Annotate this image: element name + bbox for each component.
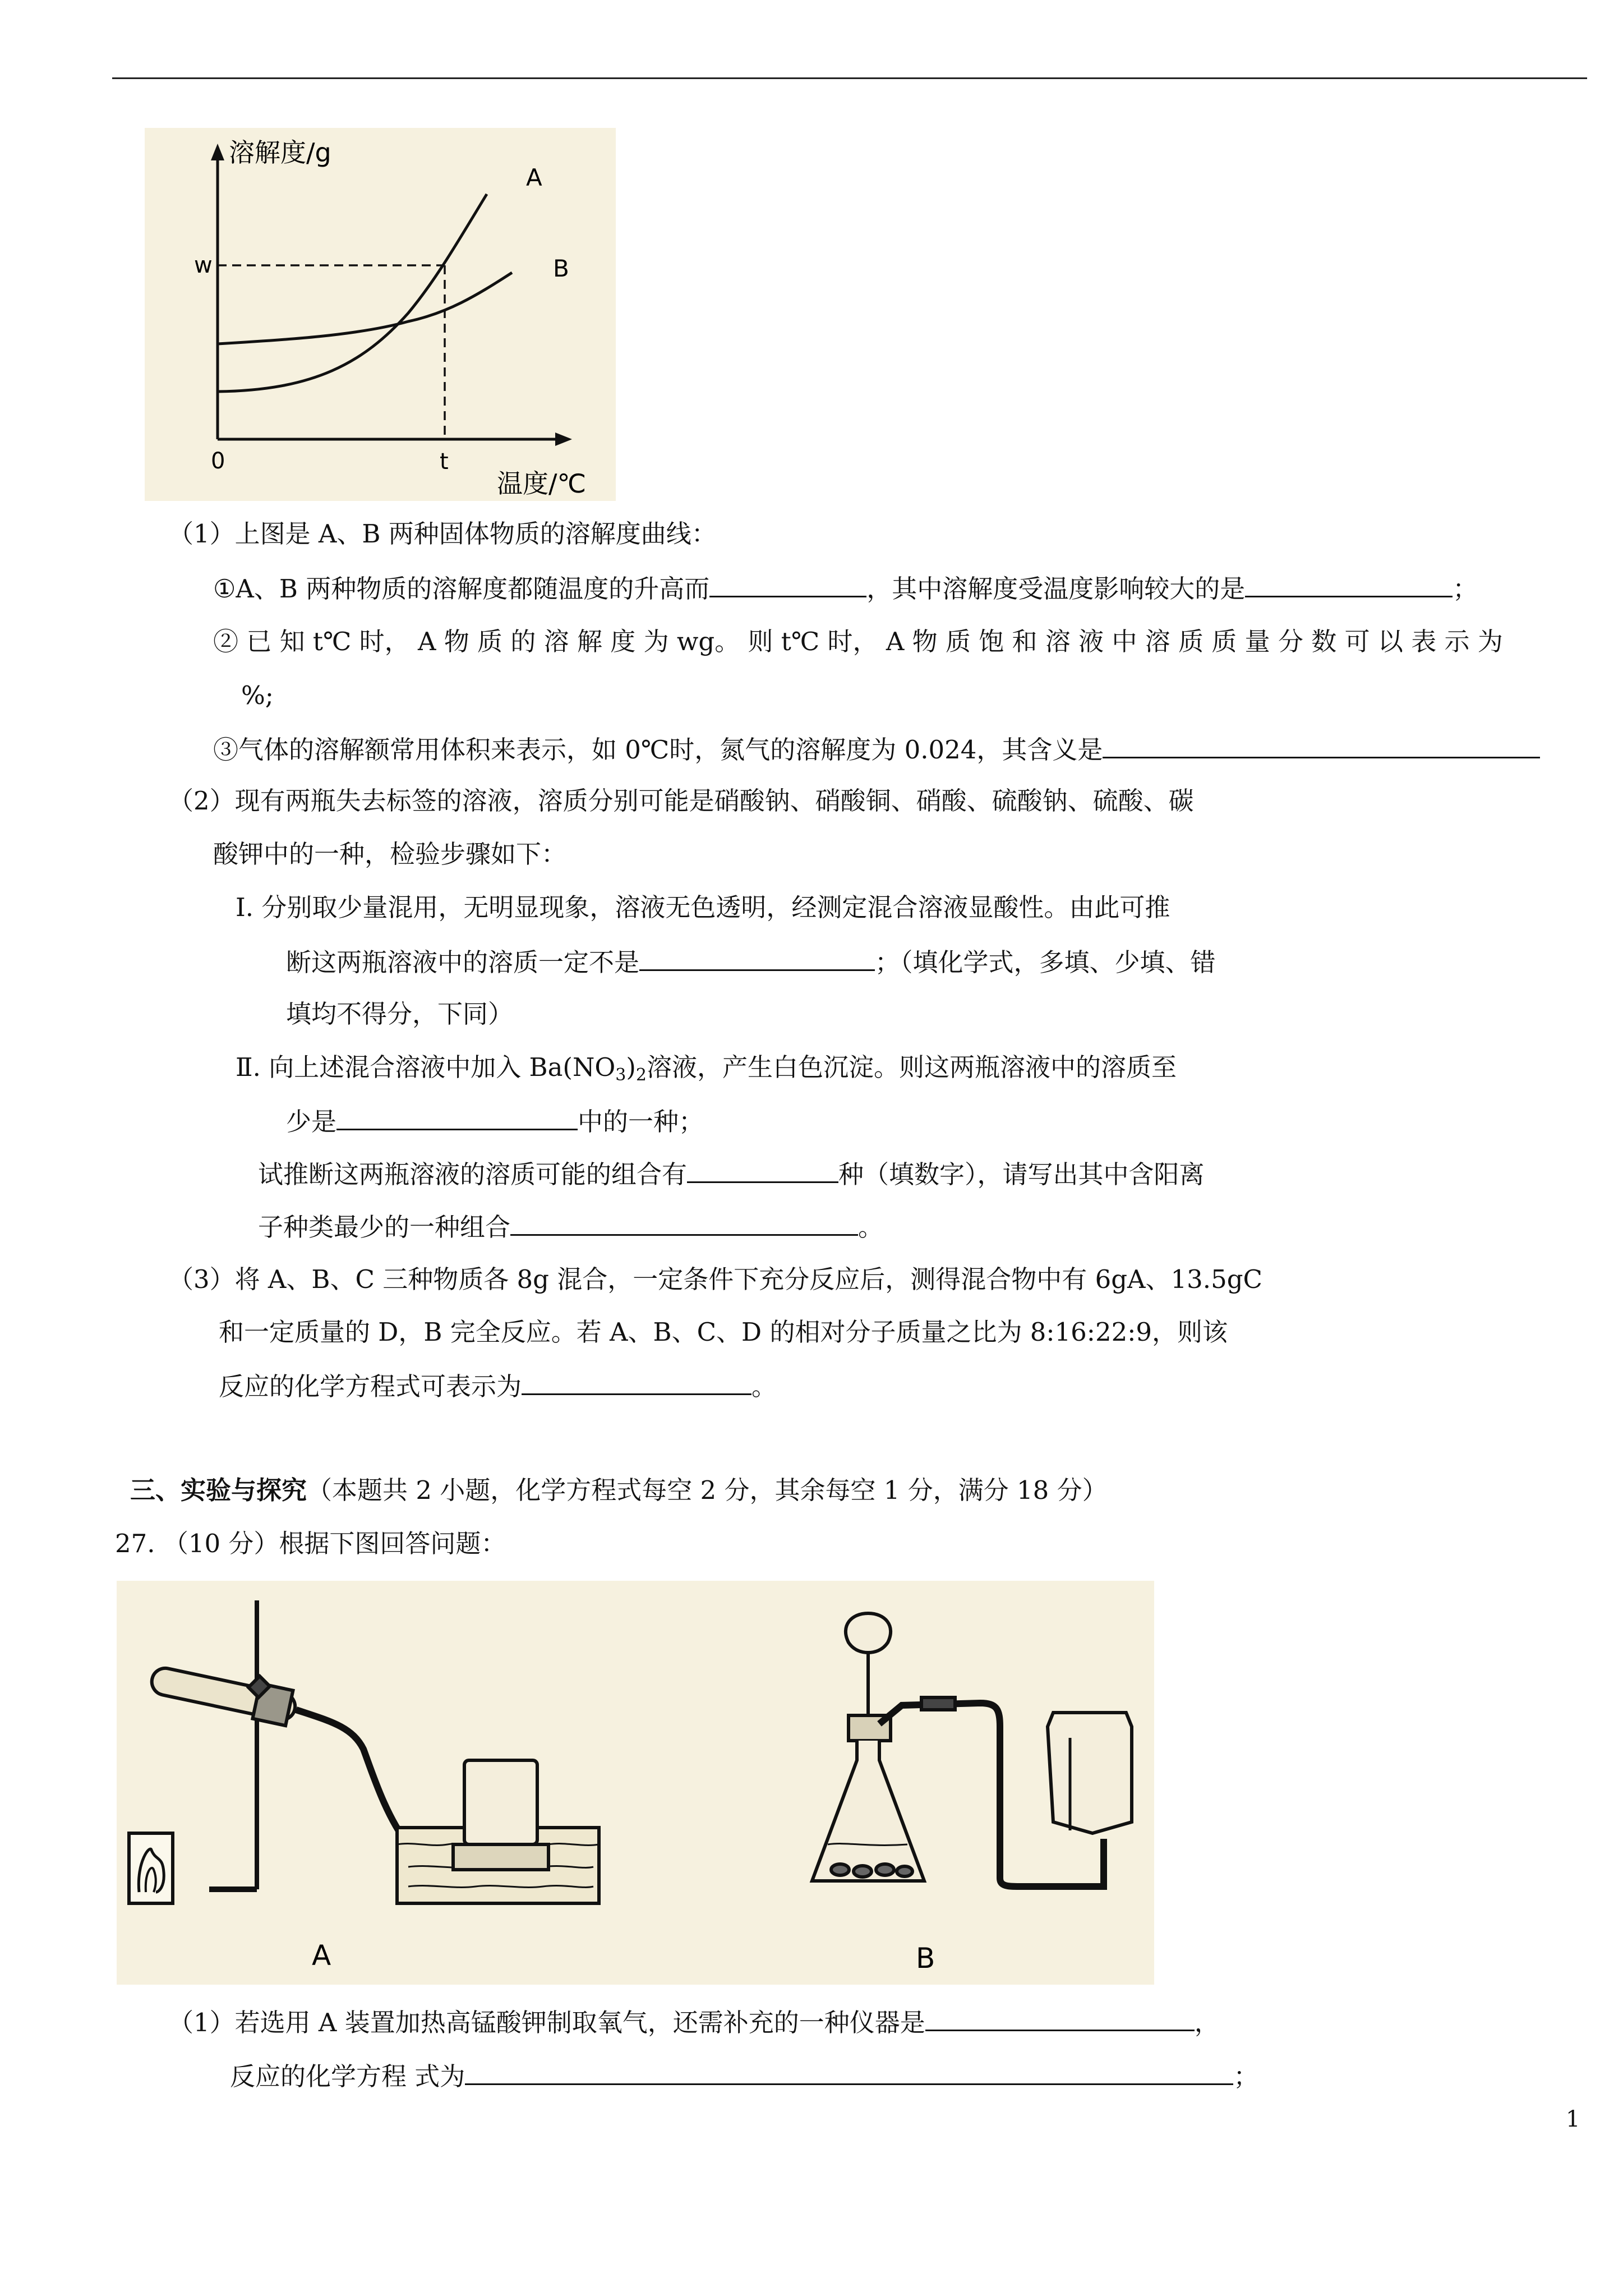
answer-blank[interactable] [639,945,875,971]
apparatus-b [812,1613,1132,1887]
answer-blank[interactable] [1103,732,1540,758]
q26-p1-item2-cont: %; [241,680,274,710]
apparatus-b-label: B [916,1942,935,1975]
apparatus-a-label: A [312,1939,331,1972]
q26-p1-item2: ② 已 知 t℃ 时， A 物 质 的 溶 解 度 为 wg。 则 t℃ 时， A 物 质 饱 和 溶 液 中 溶 质 质 量 分 数 可 以 表 示 为 [213,627,1503,656]
answer-blank[interactable] [510,1209,858,1236]
section3-rule: （本题共 2 小题，化学方程式每空 2 分，其余每空 1 分，满分 18 分） [307,1475,1108,1505]
q26-p2-step1-line3: 填均不得分，下同） [286,999,514,1029]
answer-blank[interactable] [687,1157,838,1183]
q26-p3-line1: （3）将 A、B、C 三种物质各 8g 混合，一定条件下充分反应后，测得混合物中有 6gA、13.5gC [168,1264,1262,1294]
q26-p2-infer-line2: 子种类最少的一种组合 。 [258,1209,883,1244]
origin-label: 0 [211,448,225,474]
q26-p3-line3: 反应的化学方程式可表示为 。 [219,1369,777,1404]
w-label: w [194,252,213,278]
curve-a-label: A [526,164,542,191]
q26-p1-item1: ①A、B 两种物质的溶解度都随温度的升高而 ，其中溶解度受温度影响较大的是 ； [213,571,1478,606]
answer-blank[interactable] [709,571,866,597]
apparatus-svg [117,1581,1154,1985]
q27-p1-line1: （1）若选用 A 装置加热高锰酸钾制取氧气，还需补充的一种仪器是 ， [168,2005,1220,2040]
q27-p1-line2: 反应的化学方程 式为 ； [230,2059,1258,2093]
x-axis-label: 温度/℃ [497,468,587,499]
q26-p2-line2: 酸钾中的一种，检验步骤如下： [213,839,567,869]
x-axis-arrow [555,432,572,446]
apparatus-figure [117,1581,1154,1985]
q26-p2-step2-line2: 少是 中的一种； [286,1104,704,1139]
answer-blank[interactable] [522,1369,751,1395]
solubility-graph [145,128,616,501]
conical-flask [812,1741,924,1881]
curve-b-label: B [553,255,569,282]
section3-title: 三、实验与探究 [130,1475,307,1505]
rubber-joint [921,1697,955,1710]
q27-header: 27. （10 分）根据下图回答问题： [115,1529,506,1558]
y-axis-arrow [211,144,224,160]
answer-blank[interactable] [1245,571,1453,597]
answer-blank[interactable] [925,2005,1195,2031]
collection-bottle [1048,1713,1132,1833]
apparatus-a [129,1600,599,1903]
curve-a [218,194,487,392]
jar-stand [453,1844,548,1870]
answer-blank[interactable] [336,1104,578,1130]
curve-b [218,273,512,344]
y-axis-label: 溶解度/g [229,137,331,168]
page-number: 1 [1566,2106,1580,2132]
test-tube [149,1662,299,1727]
q26-p2-step2-line1: Ⅱ. 向上述混合溶液中加入 $Ba(NO_3)_2$溶液，产生白色沉淀。则这两瓶溶液中的溶质至 [236,1052,1177,1085]
gas-jar [464,1760,537,1844]
q26-p2-step1-line2: 断这两瓶溶液中的溶质一定不是 ；（填化学式，多填、少填、错 [286,945,1216,979]
t-label: t [440,449,449,475]
funnel-top-icon [846,1613,891,1653]
q26-p3-line2: 和一定质量的 D，B 完全反应。若 A、B、C、D 的相对分子质量之比为 8:16:22:9，则该 [219,1317,1228,1347]
answer-blank[interactable] [465,2059,1233,2085]
solubility-graph-svg [145,128,616,501]
header-rule [112,77,1587,79]
q26-p2-line1: （2）现有两瓶失去标签的溶液，溶质分别可能是硝酸钠、硝酸铜、硝酸、硫酸钠、硫酸、碳 [168,786,1194,816]
q26-p2-step1-line1: Ⅰ. 分别取少量混用，无明显现象，溶液无色透明，经测定混合溶液显酸性。由此可推 [236,892,1170,922]
q26-p1-intro: （1）上图是 A、B 两种固体物质的溶解度曲线： [168,519,717,549]
q26-p2-infer-line1: 试推断这两瓶溶液的溶质可能的组合有 种（填数字），请写出其中含阳离 [258,1157,1205,1191]
q26-p1-item3: ③气体的溶解额常用体积来表示，如 0℃时，氮气的溶解度为 0.024，其含义是 [213,732,1540,767]
section3-heading [130,1474,1108,1507]
